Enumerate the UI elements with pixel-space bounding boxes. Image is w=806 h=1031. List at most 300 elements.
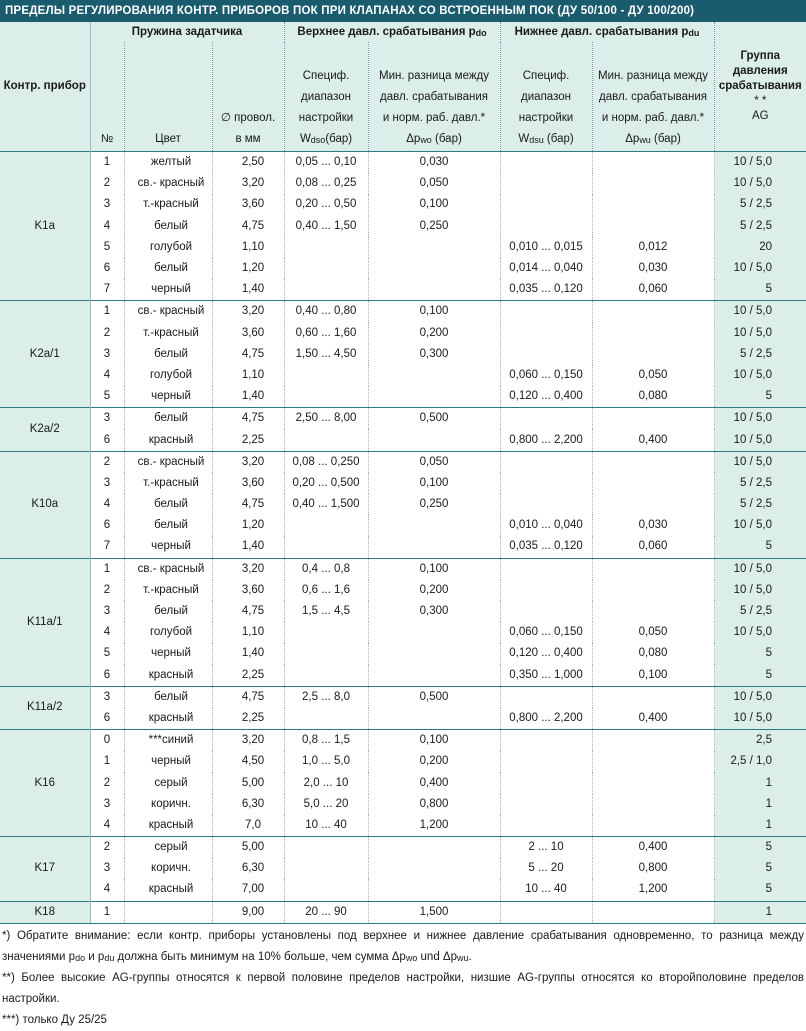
ag-cell: 10 / 5,0 (714, 173, 806, 194)
wire-cell: 1,10 (212, 237, 284, 258)
num-cell: 2 (90, 451, 124, 473)
table-row (0, 515, 806, 536)
upper-diff-cell: 0,030 (368, 152, 500, 174)
header-ctrl: Контр. прибор (0, 22, 90, 152)
upper-range-cell (284, 258, 368, 279)
lower-range-cell (500, 751, 592, 772)
upper-diff-cell: 0,100 (368, 194, 500, 215)
num-cell: 1 (90, 558, 124, 580)
upper-range-cell: 0,08 ... 0,25 (284, 173, 368, 194)
header-wire (212, 42, 284, 152)
upper-diff-cell: 0,500 (368, 686, 500, 708)
ag-cell: 5 (714, 279, 806, 301)
upper-range-cell (284, 643, 368, 664)
color-cell: св.- красный (124, 301, 212, 323)
ag-cell: 10 / 5,0 (714, 580, 806, 601)
color-cell: красный (124, 815, 212, 837)
upper-diff-cell (368, 665, 500, 687)
lower-range-cell: 5 ... 20 (500, 858, 592, 879)
lower-diff-cell (592, 344, 714, 365)
header-diff-lower-l4 (593, 129, 714, 150)
control-device-cell: K18 (0, 901, 90, 923)
header-range-lower-l1: Специф. (522, 70, 570, 82)
lower-range-cell (500, 216, 592, 237)
ag-cell: 5 / 2,5 (714, 494, 806, 515)
upper-diff-cell: 0,500 (368, 408, 500, 430)
header-ag-line3: срабатывания (718, 80, 802, 92)
header-range-upper-sub: dso (310, 135, 326, 145)
control-device-cell: K16 (0, 730, 90, 837)
upper-range-cell: 1,5 ... 4,5 (284, 601, 368, 622)
upper-range-cell: 10 ... 40 (284, 815, 368, 837)
color-cell: коричн. (124, 858, 212, 879)
ag-cell: 10 / 5,0 (714, 429, 806, 451)
color-cell: желтый (124, 152, 212, 174)
wire-cell: 5,00 (212, 837, 284, 859)
lower-range-cell (500, 194, 592, 215)
upper-range-cell (284, 365, 368, 386)
ag-cell: 5 / 2,5 (714, 473, 806, 494)
table-row (0, 643, 806, 664)
table-title: ПРЕДЕЛЫ РЕГУЛИРОВАНИЯ КОНТР. ПРИБОРОВ ПОК ПРИ КЛАПАНАХ СО ВСТРОЕННЫМ ПОК (ДУ 50/100 - ДУ 100/200) (0, 0, 806, 22)
wire-cell: 2,50 (212, 152, 284, 174)
footnotes (0, 924, 806, 1031)
header-range-upper (284, 42, 368, 152)
table-row (0, 344, 806, 365)
upper-range-cell: 0,8 ... 1,5 (284, 730, 368, 752)
wire-cell: 4,75 (212, 494, 284, 515)
header-diff-lower-l2: давл. срабатывания (599, 91, 707, 103)
ag-cell: 10 / 5,0 (714, 558, 806, 580)
lower-range-cell (500, 173, 592, 194)
header-diff-upper (368, 42, 500, 152)
wire-cell: 6,30 (212, 794, 284, 815)
ag-cell: 5 (714, 879, 806, 901)
table-row (0, 580, 806, 601)
color-cell: черный (124, 536, 212, 558)
color-cell: т.-красный (124, 194, 212, 215)
num-cell: 2 (103, 177, 111, 190)
wire-cell: 4,75 (212, 344, 284, 365)
table-row (0, 194, 806, 215)
table-row (0, 386, 806, 408)
header-lower-group (500, 22, 714, 42)
upper-range-cell: 0,05 ... 0,10 (284, 152, 368, 174)
lower-range-cell (500, 815, 592, 837)
lower-diff-cell (592, 301, 714, 323)
lower-range-cell: 0,120 ... 0,400 (500, 643, 592, 664)
lower-range-cell: 0,035 ... 0,120 (500, 536, 592, 558)
num-cell: 4 (103, 626, 111, 639)
lower-range-cell (500, 301, 592, 323)
upper-range-cell (284, 386, 368, 408)
upper-range-cell (284, 279, 368, 301)
lower-diff-cell (592, 216, 714, 237)
num-cell: 1 (90, 901, 124, 923)
header-upper-text: Верхнее давл. срабатывания p (297, 26, 476, 38)
lower-range-cell (500, 558, 592, 580)
header-diff-lower-unit: (бар) (650, 133, 681, 145)
footnote-2: **) Более высокие AG-группы относятся к первой половине пределов настройки, низшие AG-группы относятся ко второйполовине пределов настройки. (2, 971, 804, 1005)
header-lower-text: Нижнее давл. срабатывания p (514, 26, 689, 38)
wire-cell: 1,40 (212, 279, 284, 301)
header-ag-line2: давления (732, 65, 788, 77)
lower-diff-cell (592, 901, 714, 923)
upper-diff-cell (368, 258, 500, 279)
lower-range-cell (500, 901, 592, 923)
control-device-cell: K11a/1 (0, 558, 90, 686)
upper-diff-cell: 0,200 (368, 580, 500, 601)
color-cell: белый (124, 686, 212, 708)
upper-diff-cell (368, 708, 500, 730)
header-range-upper-w: W (299, 133, 311, 145)
wire-cell: 1,20 (212, 515, 284, 536)
upper-diff-cell: 1,200 (368, 815, 500, 837)
color-cell: белый (124, 601, 212, 622)
table-row (0, 473, 806, 494)
color-cell: ***синий (124, 730, 212, 752)
ag-cell: 10 / 5,0 (714, 408, 806, 430)
header-range-upper-l4 (285, 129, 368, 150)
lower-range-cell (500, 772, 592, 793)
lower-diff-cell (592, 751, 714, 772)
ag-cell: 1 (714, 794, 806, 815)
wire-cell: 6,30 (212, 858, 284, 879)
lower-diff-cell (592, 194, 714, 215)
wire-cell: 3,60 (212, 580, 284, 601)
wire-cell: 4,50 (212, 751, 284, 772)
header-lower-sub: du (688, 28, 700, 38)
upper-diff-cell (368, 386, 500, 408)
lower-diff-cell: 0,050 (592, 365, 714, 386)
lower-diff-cell (592, 686, 714, 708)
upper-diff-cell (368, 879, 500, 901)
control-device-cell: K2a/2 (0, 408, 90, 451)
num-cell: 6 (103, 262, 111, 275)
ag-cell: 5 / 2,5 (714, 194, 806, 215)
color-cell: черный (124, 386, 212, 408)
header-upper-sub: do (475, 28, 487, 38)
header-range-lower-l3: настройки (518, 112, 574, 124)
upper-diff-cell: 0,250 (368, 494, 500, 515)
lower-range-cell (500, 794, 592, 815)
table-row (0, 837, 806, 859)
num-cell: 5 (103, 240, 111, 253)
table-row (0, 451, 806, 473)
lower-range-cell (500, 580, 592, 601)
lower-range-cell (500, 473, 592, 494)
header-ag-line4: * * (754, 95, 767, 107)
header-diff-upper-l3: и норм. раб. давл.* (382, 112, 486, 124)
header-ag-line5: AG (751, 110, 769, 122)
upper-range-cell: 5,0 ... 20 (284, 794, 368, 815)
footnote-1-sub-do: do (75, 952, 86, 963)
lower-range-cell: 0,120 ... 0,400 (500, 386, 592, 408)
table-row (0, 815, 806, 837)
table-row (0, 686, 806, 708)
ag-cell: 5 / 2,5 (714, 216, 806, 237)
upper-range-cell (284, 858, 368, 879)
lower-diff-cell (592, 173, 714, 194)
lower-range-cell: 0,010 ... 0,040 (500, 515, 592, 536)
lower-range-cell: 0,060 ... 0,150 (500, 365, 592, 386)
upper-diff-cell: 0,050 (368, 173, 500, 194)
lower-range-cell (500, 601, 592, 622)
lower-diff-cell: 0,080 (592, 643, 714, 664)
num-cell: 3 (90, 686, 124, 708)
ag-cell: 5 / 2,5 (714, 601, 806, 622)
wire-cell: 5,00 (212, 772, 284, 793)
color-cell: т.-красный (124, 323, 212, 344)
ag-cell: 10 / 5,0 (714, 708, 806, 730)
ag-cell: 5 (714, 837, 806, 859)
ag-cell: 20 (714, 237, 806, 258)
footnote-1-part-c: должна быть минимум на 10% больше, чем сумма Δp (114, 950, 406, 963)
upper-diff-cell: 0,250 (368, 216, 500, 237)
lower-range-cell: 0,035 ... 0,120 (500, 279, 592, 301)
lower-range-cell (500, 494, 592, 515)
wire-cell: 3,60 (212, 194, 284, 215)
table-row (0, 429, 806, 451)
ag-cell: 5 (714, 386, 806, 408)
table-row (0, 173, 806, 194)
ag-cell: 5 (714, 665, 806, 687)
upper-diff-cell: 0,200 (368, 323, 500, 344)
lower-diff-cell (592, 494, 714, 515)
lower-range-cell: 0,014 ... 0,040 (500, 258, 592, 279)
upper-range-cell (284, 837, 368, 859)
lower-range-cell: 0,800 ... 2,200 (500, 429, 592, 451)
header-range-lower (500, 42, 592, 152)
ag-cell: 10 / 5,0 (714, 301, 806, 323)
footnote-1-part-d: und Δp (417, 950, 457, 963)
num-cell: 2 (103, 326, 111, 339)
header-range-lower-l2: диапазон (521, 91, 571, 103)
table-row (0, 879, 806, 901)
lower-diff-cell: 0,400 (592, 708, 714, 730)
upper-range-cell (284, 665, 368, 687)
table-row (0, 665, 806, 687)
lower-diff-cell (592, 815, 714, 837)
lower-diff-cell: 0,400 (592, 837, 714, 859)
table-row (0, 901, 806, 923)
table-row (0, 323, 806, 344)
table-row (0, 772, 806, 793)
color-cell: голубой (124, 365, 212, 386)
table-row (0, 408, 806, 430)
color-cell: серый (124, 837, 212, 859)
header-range-upper-l3: настройки (298, 112, 354, 124)
header-ag (714, 22, 806, 152)
num-cell: 2 (103, 583, 111, 596)
ag-cell: 5 (714, 643, 806, 664)
upper-diff-cell (368, 429, 500, 451)
table-row (0, 601, 806, 622)
upper-range-cell (284, 515, 368, 536)
ag-cell: 10 / 5,0 (714, 515, 806, 536)
num-cell: 4 (103, 498, 111, 511)
header-diff-lower-sub: wu (639, 135, 651, 145)
wire-cell: 3,60 (212, 473, 284, 494)
lower-diff-cell: 0,060 (592, 536, 714, 558)
upper-diff-cell: 0,800 (368, 794, 500, 815)
num-cell: 4 (103, 883, 111, 896)
upper-range-cell: 0,40 ... 0,80 (284, 301, 368, 323)
color-cell: белый (124, 258, 212, 279)
color-cell: красный (124, 429, 212, 451)
wire-cell: 1,40 (212, 386, 284, 408)
table-row (0, 237, 806, 258)
lower-range-cell (500, 730, 592, 752)
table-row (0, 279, 806, 301)
num-cell: 5 (103, 647, 111, 660)
footnote-3: ***) только Ду 25/25 (2, 1013, 107, 1026)
lower-range-cell (500, 408, 592, 430)
upper-diff-cell: 0,400 (368, 772, 500, 793)
lower-diff-cell: 0,080 (592, 386, 714, 408)
lower-diff-cell (592, 730, 714, 752)
ag-cell: 10 / 5,0 (714, 323, 806, 344)
num-cell: 6 (103, 519, 111, 532)
upper-range-cell: 0,08 ... 0,250 (284, 451, 368, 473)
upper-diff-cell: 0,100 (368, 301, 500, 323)
header-range-lower-sub: dsu (529, 135, 544, 145)
header-wire-line2: в мм (235, 133, 261, 145)
upper-range-cell (284, 429, 368, 451)
upper-diff-cell (368, 858, 500, 879)
upper-diff-cell (368, 237, 500, 258)
lower-diff-cell (592, 794, 714, 815)
upper-range-cell: 2,5 ... 8,0 (284, 686, 368, 708)
wire-cell: 2,25 (212, 708, 284, 730)
num-cell: 4 (103, 219, 111, 232)
header-diff-upper-l2: давл. срабатывания (380, 91, 488, 103)
ag-cell: 2,5 / 1,0 (714, 751, 806, 772)
lower-range-cell: 10 ... 40 (500, 879, 592, 901)
wire-cell: 1,40 (212, 536, 284, 558)
lower-diff-cell (592, 323, 714, 344)
ag-cell: 10 / 5,0 (714, 365, 806, 386)
upper-diff-cell: 1,500 (368, 901, 500, 923)
upper-range-cell (284, 237, 368, 258)
lower-diff-cell (592, 451, 714, 473)
upper-diff-cell: 0,050 (368, 451, 500, 473)
num-cell: 6 (103, 668, 111, 681)
ag-cell: 10 / 5,0 (714, 451, 806, 473)
table-row (0, 858, 806, 879)
header-range-upper-unit: (бар) (325, 133, 353, 145)
num-cell: 1 (90, 301, 124, 323)
num-cell: 6 (103, 711, 111, 724)
header-diff-upper-l4 (369, 129, 500, 150)
upper-range-cell (284, 708, 368, 730)
color-cell: св.- красный (124, 173, 212, 194)
num-cell: 3 (103, 476, 111, 489)
wire-cell: 3,20 (212, 730, 284, 752)
num-cell: 3 (103, 797, 111, 810)
num-cell: 3 (90, 408, 124, 430)
table-body (0, 152, 806, 924)
color-cell: голубой (124, 622, 212, 643)
header-range-upper-l1: Специф. (302, 70, 350, 82)
lower-diff-cell: 0,060 (592, 279, 714, 301)
ag-cell: 1 (714, 772, 806, 793)
wire-cell: 4,75 (212, 408, 284, 430)
header-spring-group: Пружина задатчика (90, 22, 284, 42)
color-cell: красный (124, 879, 212, 901)
num-cell: 1 (103, 755, 111, 768)
upper-diff-cell: 0,300 (368, 601, 500, 622)
table-row (0, 301, 806, 323)
upper-diff-cell: 0,200 (368, 751, 500, 772)
footnote-1-part-a: *) Обратите внимание: если контр. приборы установлены под верхнее и нижнее давление срабатывания одновременно, то разница между значениями p (2, 929, 804, 963)
lower-range-cell (500, 323, 592, 344)
color-cell: т.-красный (124, 473, 212, 494)
upper-diff-cell (368, 365, 500, 386)
wire-cell: 3,60 (212, 323, 284, 344)
header-diff-lower-l1: Мин. разница между (598, 70, 708, 82)
wire-cell: 4,75 (212, 601, 284, 622)
footnote-1-part-e: . (468, 950, 472, 963)
table-row (0, 708, 806, 730)
ag-cell: 10 / 5,0 (714, 258, 806, 279)
wire-cell: 4,75 (212, 216, 284, 237)
lower-range-cell: 0,010 ... 0,015 (500, 237, 592, 258)
color-cell: св.- красный (124, 451, 212, 473)
ag-cell: 1 (714, 815, 806, 837)
control-device-cell: K1a (0, 152, 90, 301)
ag-cell: 10 / 5,0 (714, 622, 806, 643)
lower-diff-cell: 0,800 (592, 858, 714, 879)
upper-diff-cell (368, 279, 500, 301)
ag-cell: 1 (714, 901, 806, 923)
num-cell: 3 (103, 605, 111, 618)
header-upper-group (284, 22, 500, 42)
table-row (0, 494, 806, 515)
upper-diff-cell (368, 622, 500, 643)
wire-cell: 3,20 (212, 301, 284, 323)
upper-range-cell: 0,20 ... 0,50 (284, 194, 368, 215)
color-cell: черный (124, 279, 212, 301)
control-device-cell: K10a (0, 451, 90, 558)
control-device-cell: K17 (0, 837, 90, 902)
color-cell: св.- красный (124, 558, 212, 580)
footnote-1-sub-du: du (104, 952, 115, 963)
color-cell: голубой (124, 237, 212, 258)
upper-range-cell: 0,4 ... 0,8 (284, 558, 368, 580)
header-diff-upper-dp: Δp (406, 133, 421, 145)
wire-cell: 1,40 (212, 643, 284, 664)
footnote-1 (2, 926, 804, 968)
lower-diff-cell (592, 473, 714, 494)
upper-range-cell: 1,50 ... 4,50 (284, 344, 368, 365)
num-cell: 6 (103, 433, 111, 446)
lower-range-cell (500, 686, 592, 708)
upper-diff-cell: 0,100 (368, 558, 500, 580)
lower-diff-cell: 0,100 (592, 665, 714, 687)
wire-cell: 1,20 (212, 258, 284, 279)
num-cell: 3 (103, 347, 111, 360)
num-cell: 4 (103, 818, 111, 831)
color-cell: белый (124, 494, 212, 515)
num-cell: 1 (90, 152, 124, 174)
lower-range-cell: 0,060 ... 0,150 (500, 622, 592, 643)
ag-cell: 2,5 (714, 730, 806, 752)
header-num: № (90, 42, 124, 152)
ag-cell: 5 (714, 858, 806, 879)
upper-diff-cell: 0,100 (368, 730, 500, 752)
num-cell: 3 (103, 862, 111, 875)
